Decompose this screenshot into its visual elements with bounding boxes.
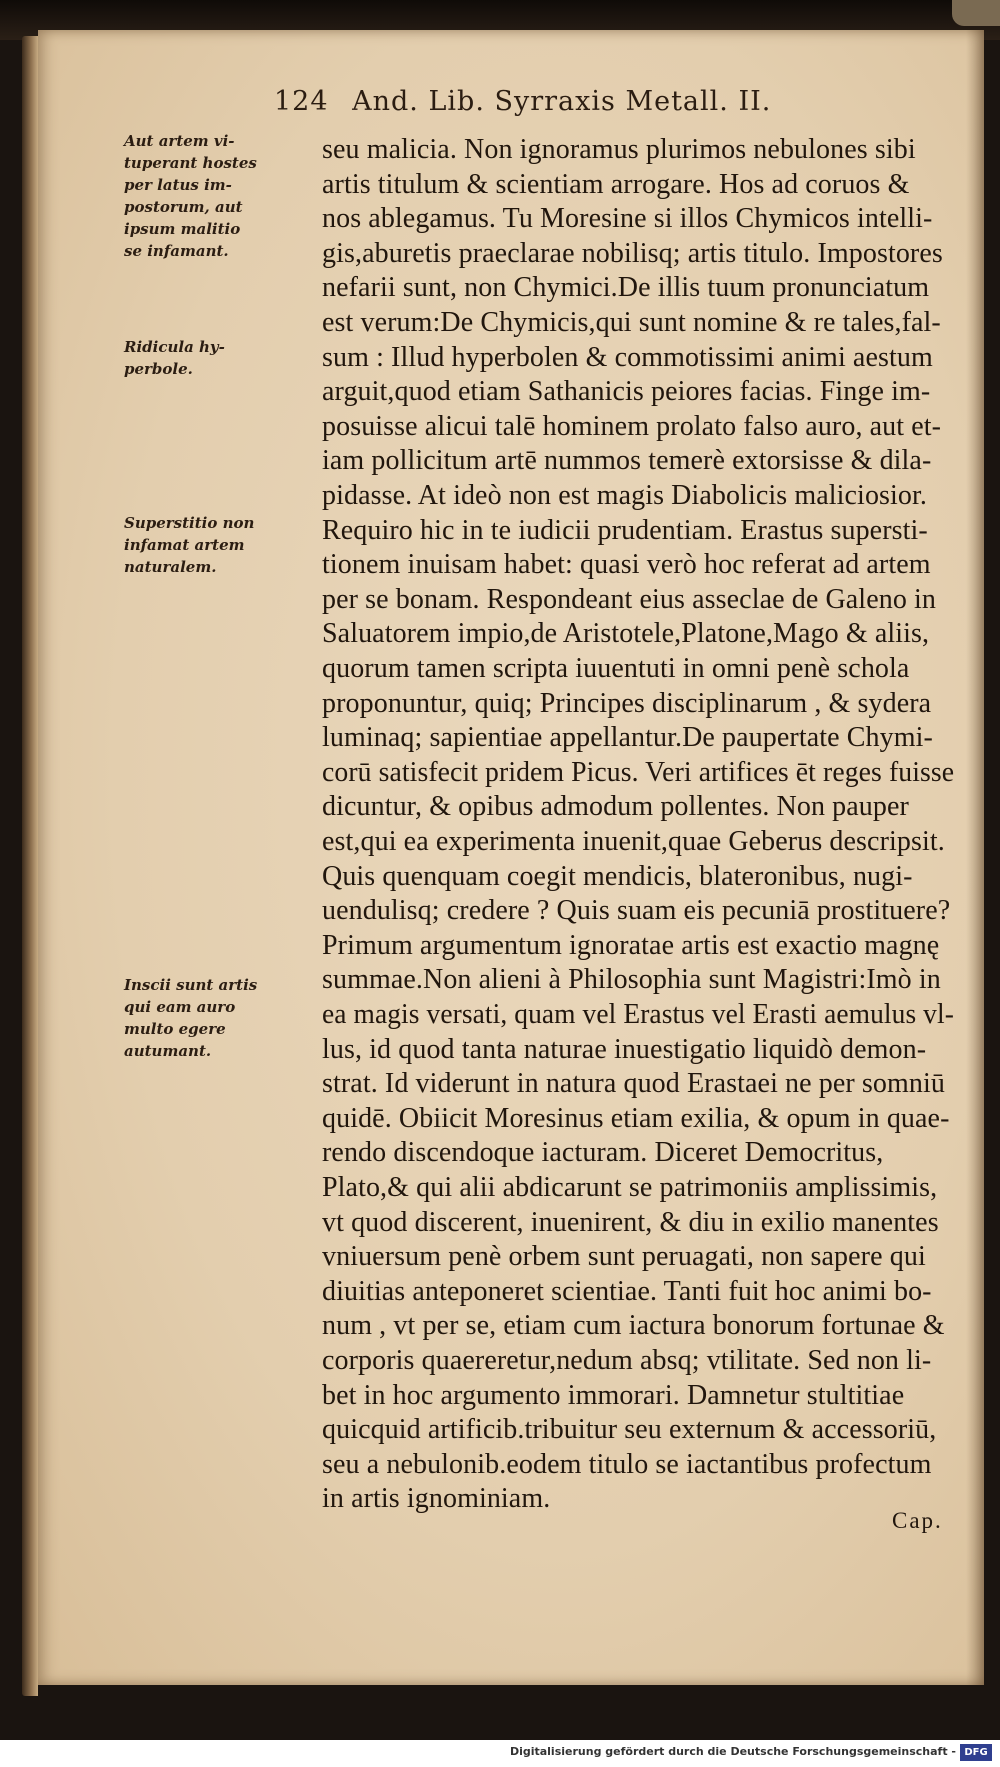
- text-line: tionem inuisam habet: quasi verò hoc referat ad artem: [322, 549, 931, 581]
- margin-note-line: tuperant hostes: [124, 154, 257, 172]
- text-line: nefarii sunt, non Chymici.De illis tuum pronunciatum: [322, 272, 930, 304]
- text-line: luminaq; sapientiae appellantur.De paupertate Chymi-: [322, 722, 933, 754]
- text-line: summae.Non alieni à Philosophia sunt Magistri:Imò in: [322, 964, 941, 996]
- text-line: quorum tamen scripta iuuentuti in omni penè schola: [322, 653, 910, 684]
- text-line: iam pollicitum artē nummos temerè extorsisse & dila-: [322, 445, 932, 477]
- text-line: vniuersum penè orbem sunt peruagati, non sapere qui: [322, 1241, 926, 1273]
- text-line: bet in hoc argumento immorari. Damnetur stultitiae: [322, 1379, 905, 1411]
- margin-note-line: per latus im-: [124, 176, 232, 194]
- margin-note-line: autumant.: [124, 1042, 212, 1060]
- text-line: rendo discendoque iacturam. Diceret Democritus,: [322, 1137, 884, 1169]
- margin-notes: [124, 30, 304, 1685]
- margin-note-line: qui eam auro: [124, 998, 236, 1016]
- margin-note: [124, 336, 304, 380]
- margin-note: [124, 130, 304, 262]
- text-line: corporis quaereretur,nedum absq; vtilitate. Sed non li-: [322, 1345, 932, 1376]
- margin-note-line: Ridicula hy-: [124, 338, 225, 356]
- text-line: vt quod discerent, inuenirent, & diu in exilio manentes: [322, 1206, 939, 1238]
- text-line: strat. Id viderunt in natura quod Erastaei ne per somniū: [322, 1068, 945, 1100]
- text-line: ea magis versati, quam vel Erastus vel Erasti aemulus vl-: [322, 999, 954, 1030]
- paper-scrap: [952, 0, 1000, 26]
- catchword: Cap.: [892, 1508, 943, 1533]
- text-line: Quis quenquam coegit mendicis, blateronibus, nugi-: [322, 860, 913, 892]
- text-line: num , vt per se, etiam cum iactura bonorum fortunae &: [322, 1310, 945, 1342]
- text-line: nos ablegamus. Tu Moresine si illos Chymicos intelli-: [322, 203, 933, 235]
- text-line: pidasse. At ideò non est magis Diabolicis maliciosior.: [322, 480, 927, 511]
- text-line: quicquid artificib.tribuitur seu externum & accessoriū,: [322, 1414, 937, 1446]
- running-title: And. Lib. Syrraxis Metall. II.: [352, 86, 772, 117]
- margin-note-line: perbole.: [124, 360, 193, 378]
- margin-note-line: Superstitio non: [124, 514, 255, 532]
- body-text: [322, 30, 962, 1685]
- page-number: 124: [274, 86, 329, 117]
- book-page: [38, 30, 984, 1685]
- text-line: diuitias anteponeret scientiae. Tanti fuit hoc animi bo-: [322, 1275, 932, 1307]
- margin-note-line: naturalem.: [124, 558, 217, 576]
- margin-note-line: postorum, aut: [124, 198, 243, 216]
- margin-note-line: Inscii sunt artis: [124, 976, 258, 994]
- text-line: gis,aburetis praeclarae nobilisq; artis titulo. Impostores: [322, 237, 943, 269]
- margin-note-line: Aut artem vi-: [124, 132, 235, 150]
- text-line: quidē. Obiicit Moresinus etiam exilia, & opum in quae-: [322, 1102, 950, 1134]
- text-line: arguit,quod etiam Sathanicis peiores facias. Finge im-: [322, 376, 931, 408]
- margin-note-line: ipsum malitio: [124, 220, 241, 238]
- text-line: uendulisq; credere ? Quis suam eis pecuniā prostituere?: [322, 895, 951, 927]
- text-line: in artis ignominiam.: [322, 1483, 551, 1515]
- funding-credit: Digitalisierung gefördert durch die Deutsche Forschungsgemeinschaft -: [509, 1745, 956, 1758]
- page-edge-shadow: [966, 30, 984, 1685]
- text-line: Saluatorem impio,de Aristotele,Platone,Mago & aliis,: [322, 618, 930, 650]
- margin-note-line: multo egere: [124, 1020, 226, 1038]
- text-line: proponuntur, quiq; Principes disciplinarum , & sydera: [322, 687, 932, 719]
- text-line: per se bonam. Respondeant eius asseclae de Galeno in: [322, 583, 936, 615]
- text-line: dicuntur, & opibus admodum pollentes. Non pauper: [322, 791, 909, 823]
- margin-note: [124, 974, 304, 1062]
- margin-note-line: infamat artem: [124, 536, 245, 554]
- dfg-logo-icon: DFG: [960, 1744, 992, 1761]
- text-line: est verum:De Chymicis,qui sunt nomine & re tales,fal-: [322, 307, 941, 338]
- margin-note-line: se infamant.: [124, 242, 229, 260]
- text-line: seu a nebulonib.eodem titulo se iactantibus profectum: [322, 1448, 932, 1480]
- text-line: sum : Illud hyperbolen & commotissimi animi aestum: [322, 341, 933, 373]
- text-line: artis titulum & scientiam arrogare. Hos ad coruos &: [322, 168, 910, 200]
- text-line: Requiro hic in te iudicii prudentiam. Erastus supersti-: [322, 514, 928, 546]
- book-spine-edge: [22, 36, 38, 1696]
- margin-note: [124, 512, 304, 578]
- text-line: posuisse alicui talē hominem prolato falso auro, aut et-: [322, 410, 942, 442]
- text-line: corū satisfecit pridem Picus. Veri artifices ēt reges fuisse: [322, 756, 955, 788]
- text-line: lus, id quod tanta naturae inuestigatio liquidò demon-: [322, 1033, 927, 1065]
- text-line: est,qui ea experimenta inuenit,quae Geberus descripsit.: [322, 826, 945, 857]
- text-line: Plato,& qui alii abdicarunt se patrimoniis amplissimis,: [322, 1172, 938, 1203]
- text-line: seu malicia. Non ignoramus plurimos nebulones sibi: [322, 134, 916, 165]
- text-line: Primum argumentum ignoratae artis est exactio magnę: [322, 929, 940, 961]
